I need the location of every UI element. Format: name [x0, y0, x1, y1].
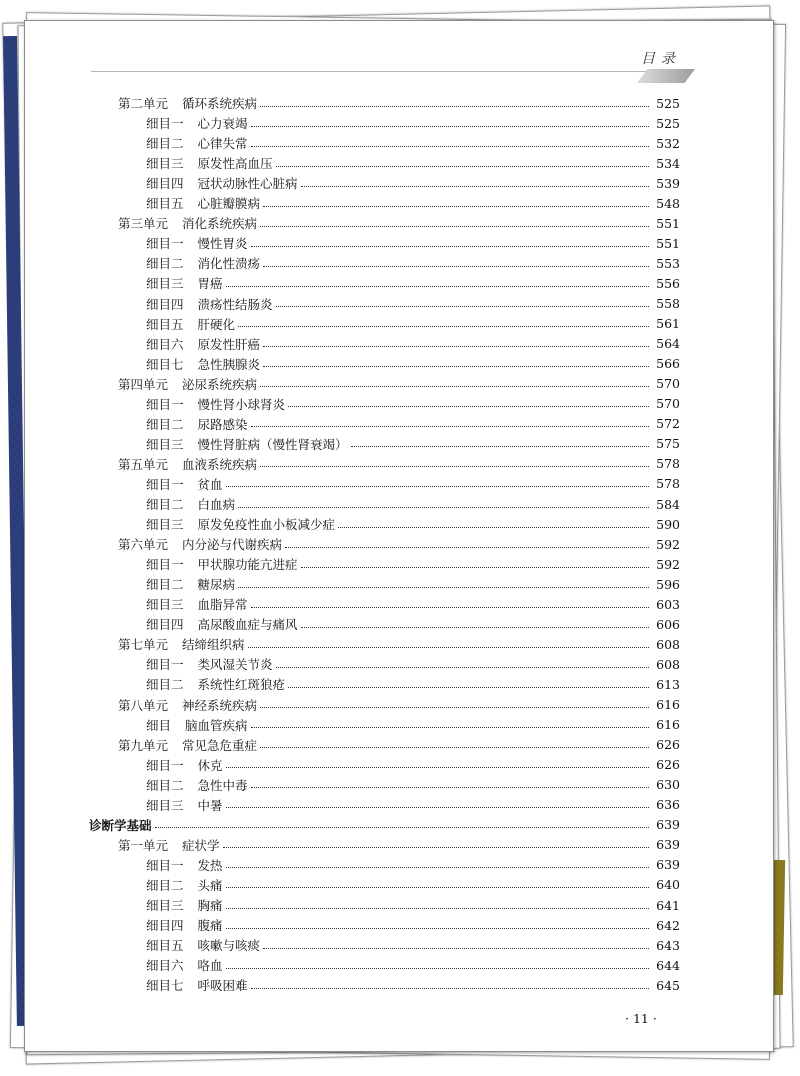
toc-entry-title: 血液系统疾病	[182, 456, 258, 472]
dot-leader	[226, 968, 649, 969]
toc-page-number: 534	[656, 155, 680, 171]
toc-entry-title: 心脏瓣膜病	[197, 196, 261, 212]
toc-entry-prefix: 细目二	[146, 416, 184, 432]
toc-unit-row	[118, 374, 680, 394]
toc-entry-prefix: 细目二	[146, 136, 184, 152]
toc-item-row	[146, 474, 680, 494]
toc-entry-prefix: 细目五	[146, 938, 184, 954]
toc-item-row	[146, 674, 680, 694]
toc-unit-row	[118, 634, 680, 654]
toc-entry-prefix: 细目一	[146, 857, 184, 873]
toc-entry-prefix: 细目四	[146, 296, 184, 312]
toc-entry-prefix: 细目六	[146, 336, 184, 352]
toc-page-number: 606	[656, 616, 680, 632]
toc-unit-row	[118, 454, 680, 474]
toc-item-row	[146, 975, 680, 995]
dot-leader	[238, 326, 649, 327]
toc-page-number: 553	[656, 255, 680, 271]
toc-entry-title: 脑血管疾病	[185, 717, 248, 733]
dot-leader	[238, 587, 649, 588]
toc-item-row	[146, 273, 680, 293]
dot-leader	[263, 206, 649, 207]
toc-entry-title: 头痛	[197, 877, 223, 893]
toc-entry-prefix: 细目五	[146, 316, 184, 332]
toc-entry-title: 腹痛	[197, 918, 223, 934]
dot-leader	[263, 266, 649, 267]
toc-entry-title: 肝硬化	[197, 316, 236, 332]
toc-page-number: 639	[656, 857, 680, 873]
toc-page-number: 539	[656, 175, 680, 191]
toc-entry-prefix: 细目四	[146, 918, 184, 934]
toc-entry-title: 类风湿关节炎	[197, 657, 273, 673]
toc-page-number: 626	[656, 757, 680, 773]
toc-page-number: 578	[656, 476, 680, 492]
dot-leader	[260, 386, 649, 387]
dot-leader	[226, 807, 649, 808]
toc-item-row	[146, 594, 680, 614]
toc-item-row	[146, 113, 680, 133]
dot-leader	[251, 727, 649, 728]
toc-item-row	[146, 334, 680, 354]
toc-entry-title: 糖尿病	[197, 577, 236, 593]
toc-unit-row	[118, 93, 680, 113]
toc-entry-title: 溃疡性结肠炎	[197, 296, 273, 312]
toc-entry-title: 常见急危重症	[182, 737, 258, 753]
toc-entry-title: 甲状腺功能亢进症	[197, 557, 298, 573]
toc-entry-prefix: 第九单元	[118, 737, 169, 753]
toc-entry-prefix: 细目二	[146, 577, 184, 593]
toc-page-number: 570	[656, 396, 680, 412]
toc-entry-prefix: 细目五	[146, 196, 184, 212]
toc-entry-title: 尿路感染	[197, 416, 248, 432]
toc-page-number: 575	[656, 436, 680, 452]
toc-unit-row	[118, 534, 680, 554]
toc-item-row	[146, 414, 680, 434]
toc-entry-prefix: 细目一	[146, 557, 184, 573]
toc-page-number: 641	[656, 897, 680, 913]
toc-entry-prefix: 细目一	[146, 757, 184, 773]
toc-entry-prefix: 细目一	[146, 236, 184, 252]
dot-leader	[223, 847, 649, 848]
toc-page-number: 532	[656, 135, 680, 151]
toc-entry-prefix: 细目四	[146, 617, 184, 633]
page-number: · 11 ·	[625, 1011, 657, 1026]
toc-entry-title: 系统性红斑狼疮	[197, 677, 286, 693]
toc-page-number: 639	[656, 817, 680, 833]
toc-entry-title: 呼吸困难	[197, 978, 248, 994]
toc-page-number: 572	[656, 416, 680, 432]
toc-page-number: 584	[656, 496, 680, 512]
toc-item-row	[146, 654, 680, 674]
toc-entry-title: 原发免疫性血小板减少症	[197, 517, 336, 533]
toc-item-row	[146, 153, 680, 173]
dot-leader	[260, 747, 649, 748]
toc-entry-prefix: 第二单元	[118, 96, 169, 111]
toc-entry-title: 高尿酸血症与痛风	[197, 617, 298, 633]
toc-page-number: 596	[656, 576, 680, 592]
toc-page-number: 630	[656, 777, 680, 793]
running-header-title: 目录	[641, 51, 681, 67]
toc-page-number: 558	[656, 296, 680, 311]
toc-page-number: 564	[656, 336, 680, 352]
toc-entry-title: 胃癌	[197, 276, 223, 292]
dot-leader	[276, 667, 649, 668]
toc-page-number: 603	[656, 596, 680, 612]
dot-leader	[301, 186, 649, 187]
toc-page-number: 556	[656, 275, 680, 291]
toc-entry-prefix: 第三单元	[118, 216, 169, 232]
dot-leader	[263, 346, 649, 347]
toc-item-row	[146, 173, 680, 193]
toc-entry-title: 心力衰竭	[197, 116, 248, 132]
dot-leader	[251, 988, 649, 989]
toc-item-row	[146, 755, 680, 775]
toc-entry-prefix: 第六单元	[118, 537, 169, 553]
toc-entry-title: 急性胰腺炎	[197, 356, 261, 372]
dot-leader	[285, 547, 649, 548]
toc-entry-prefix: 细目三	[146, 517, 184, 533]
toc-item-row	[146, 233, 680, 253]
dot-leader	[263, 366, 649, 367]
dot-leader	[226, 286, 649, 287]
toc-section-row	[89, 815, 680, 835]
dot-leader	[155, 827, 649, 828]
toc-entry-title: 贫血	[197, 476, 223, 492]
toc-entry-title: 休克	[197, 757, 223, 773]
toc-item-row	[146, 494, 680, 514]
toc-page-number: 636	[656, 797, 680, 813]
toc-page-number: 590	[656, 516, 680, 532]
dot-leader	[251, 787, 649, 788]
toc-entry-title: 慢性胃炎	[197, 236, 248, 252]
toc-entry-prefix: 细目三	[146, 436, 184, 452]
toc-page-number: 616	[656, 697, 680, 712]
toc-entry-prefix: 细目二	[146, 777, 184, 793]
toc-page-number: 639	[656, 837, 680, 853]
toc-item-row	[146, 434, 680, 454]
toc-item-row	[146, 193, 680, 213]
toc-entry-prefix: 第四单元	[118, 376, 169, 392]
dot-leader	[251, 246, 649, 247]
toc-entry-title: 心律失常	[197, 136, 248, 152]
toc-entry-title: 症状学	[182, 837, 220, 853]
toc-entry-title: 发热	[197, 857, 223, 873]
toc-page-number: 640	[656, 877, 680, 893]
dot-leader	[301, 567, 649, 568]
toc-entry-prefix: 细目一	[146, 476, 184, 492]
dot-leader	[260, 106, 649, 107]
toc-entry-prefix: 第七单元	[118, 637, 169, 653]
toc-page-number: 613	[656, 676, 680, 692]
dot-leader	[276, 166, 649, 167]
toc-item-row	[146, 715, 680, 735]
toc-unit-row	[118, 213, 680, 233]
toc-entry-title: 慢性肾小球肾炎	[197, 396, 286, 412]
toc-entry-prefix: 细目七	[146, 978, 184, 994]
toc-entry-prefix: 细目二	[146, 677, 184, 693]
toc-entry-prefix: 第五单元	[118, 456, 169, 472]
toc-page-number: 645	[656, 977, 680, 993]
toc-unit-row	[118, 835, 680, 855]
dot-leader	[288, 406, 649, 407]
toc-entry-title: 泌尿系统疾病	[182, 376, 258, 392]
toc-entry-title: 消化性溃疡	[197, 256, 261, 272]
dot-leader	[226, 767, 649, 768]
toc-entry-prefix: 细目七	[146, 356, 184, 372]
toc-entry-title: 咳嗽与咳痰	[197, 938, 261, 954]
toc-page-number: 643	[656, 937, 680, 953]
toc-item-row	[146, 574, 680, 594]
toc-item-row	[146, 514, 680, 534]
toc-page-number: 570	[656, 376, 680, 392]
dot-leader	[251, 146, 649, 147]
toc-page-number: 551	[656, 235, 680, 251]
toc-page-number: 566	[656, 356, 680, 372]
book-page	[24, 20, 774, 1052]
toc-item-row	[146, 875, 680, 895]
toc-entry-prefix: 细目四	[146, 176, 184, 192]
toc-item-row	[146, 614, 680, 634]
dot-leader	[226, 486, 649, 487]
header-rule	[91, 71, 651, 72]
dot-leader	[351, 446, 649, 447]
dot-leader	[260, 707, 649, 708]
toc-page-number: 608	[656, 636, 680, 652]
dot-leader	[226, 887, 649, 888]
toc-page-number: 608	[656, 656, 680, 672]
toc-item-row	[146, 554, 680, 574]
toc-item-row	[146, 855, 680, 875]
toc-entry-prefix: 细目六	[146, 958, 184, 974]
toc-item-row	[146, 294, 680, 314]
toc-page-number: 592	[656, 556, 680, 572]
toc-entry-title: 消化系统疾病	[182, 216, 258, 232]
toc-item-row	[146, 895, 680, 915]
toc-entry-title: 神经系统疾病	[182, 697, 258, 713]
toc-entry-title: 血脂异常	[197, 597, 248, 613]
toc-entry-title: 白血病	[197, 497, 236, 512]
toc-entry-title: 急性中毒	[197, 777, 248, 793]
toc-entry-prefix: 细目三	[146, 276, 184, 292]
toc-item-row	[146, 394, 680, 414]
toc-entry-prefix: 细目	[146, 717, 172, 733]
toc-entry-prefix: 细目三	[146, 597, 184, 613]
toc-item-row	[146, 314, 680, 334]
toc-entry-prefix: 细目三	[146, 898, 184, 913]
dot-leader	[251, 426, 649, 427]
toc-entry-title: 循环系统疾病	[182, 96, 258, 111]
toc-entry-title: 咯血	[197, 958, 223, 974]
dot-leader	[260, 226, 649, 227]
toc-entry-prefix: 细目二	[146, 256, 184, 272]
toc-entry-prefix: 细目三	[146, 156, 184, 172]
toc-entry-prefix: 细目二	[146, 497, 184, 512]
dot-leader	[251, 607, 649, 608]
dot-leader	[238, 507, 649, 508]
dot-leader	[226, 928, 649, 929]
toc-unit-row	[118, 735, 680, 755]
toc-entry-title: 中暑	[197, 797, 223, 813]
toc-item-row	[146, 955, 680, 975]
dot-leader	[260, 466, 649, 467]
toc-page-number: 525	[656, 95, 680, 111]
dot-leader	[288, 687, 649, 688]
dot-leader	[248, 647, 649, 648]
dot-leader	[276, 306, 649, 307]
toc-entry-prefix: 第一单元	[118, 837, 169, 853]
toc-item-row	[146, 935, 680, 955]
toc-entry-prefix: 细目二	[146, 877, 184, 893]
toc-page-number: 644	[656, 957, 680, 973]
toc-entry-title: 原发性肝癌	[197, 336, 261, 352]
dot-leader	[338, 527, 649, 528]
toc-entry-title: 结缔组织病	[182, 637, 245, 653]
toc-entry-title: 胸痛	[197, 898, 223, 913]
toc-entry-title: 冠状动脉性心脏病	[197, 176, 298, 192]
toc-page-number: 551	[656, 215, 680, 231]
toc-entry-prefix: 细目一	[146, 657, 184, 673]
toc-entry-title: 原发性高血压	[197, 156, 273, 172]
toc-page-number: 561	[656, 316, 680, 332]
toc-item-row	[146, 354, 680, 374]
toc-page-number: 525	[656, 115, 680, 131]
dot-leader	[263, 948, 649, 949]
toc-item-row	[146, 253, 680, 273]
toc-entry-title: 慢性肾脏病（慢性肾衰竭）	[197, 436, 348, 452]
toc-item-row	[146, 775, 680, 795]
toc-page-number: 626	[656, 737, 680, 753]
toc-item-row	[146, 795, 680, 815]
toc-page-number: 578	[656, 456, 680, 472]
toc-page-number: 642	[656, 917, 680, 933]
toc-entry-prefix: 细目三	[146, 797, 184, 813]
toc-item-row	[146, 915, 680, 935]
toc-item-row	[146, 133, 680, 153]
dot-leader	[251, 126, 649, 127]
toc-page-number: 548	[656, 195, 680, 211]
dot-leader	[226, 908, 649, 909]
toc-entry-prefix: 细目一	[146, 396, 184, 412]
toc-entry-title: 内分泌与代谢疾病	[182, 537, 283, 553]
toc-unit-row	[118, 695, 680, 715]
dot-leader	[301, 627, 649, 628]
toc-page-number: 616	[656, 717, 680, 733]
dot-leader	[226, 867, 649, 868]
toc-entry-title: 诊断学基础	[89, 817, 152, 833]
toc-entry-prefix: 第八单元	[118, 697, 169, 713]
toc-page-number: 592	[656, 536, 680, 552]
toc-entry-prefix: 细目一	[146, 116, 184, 132]
